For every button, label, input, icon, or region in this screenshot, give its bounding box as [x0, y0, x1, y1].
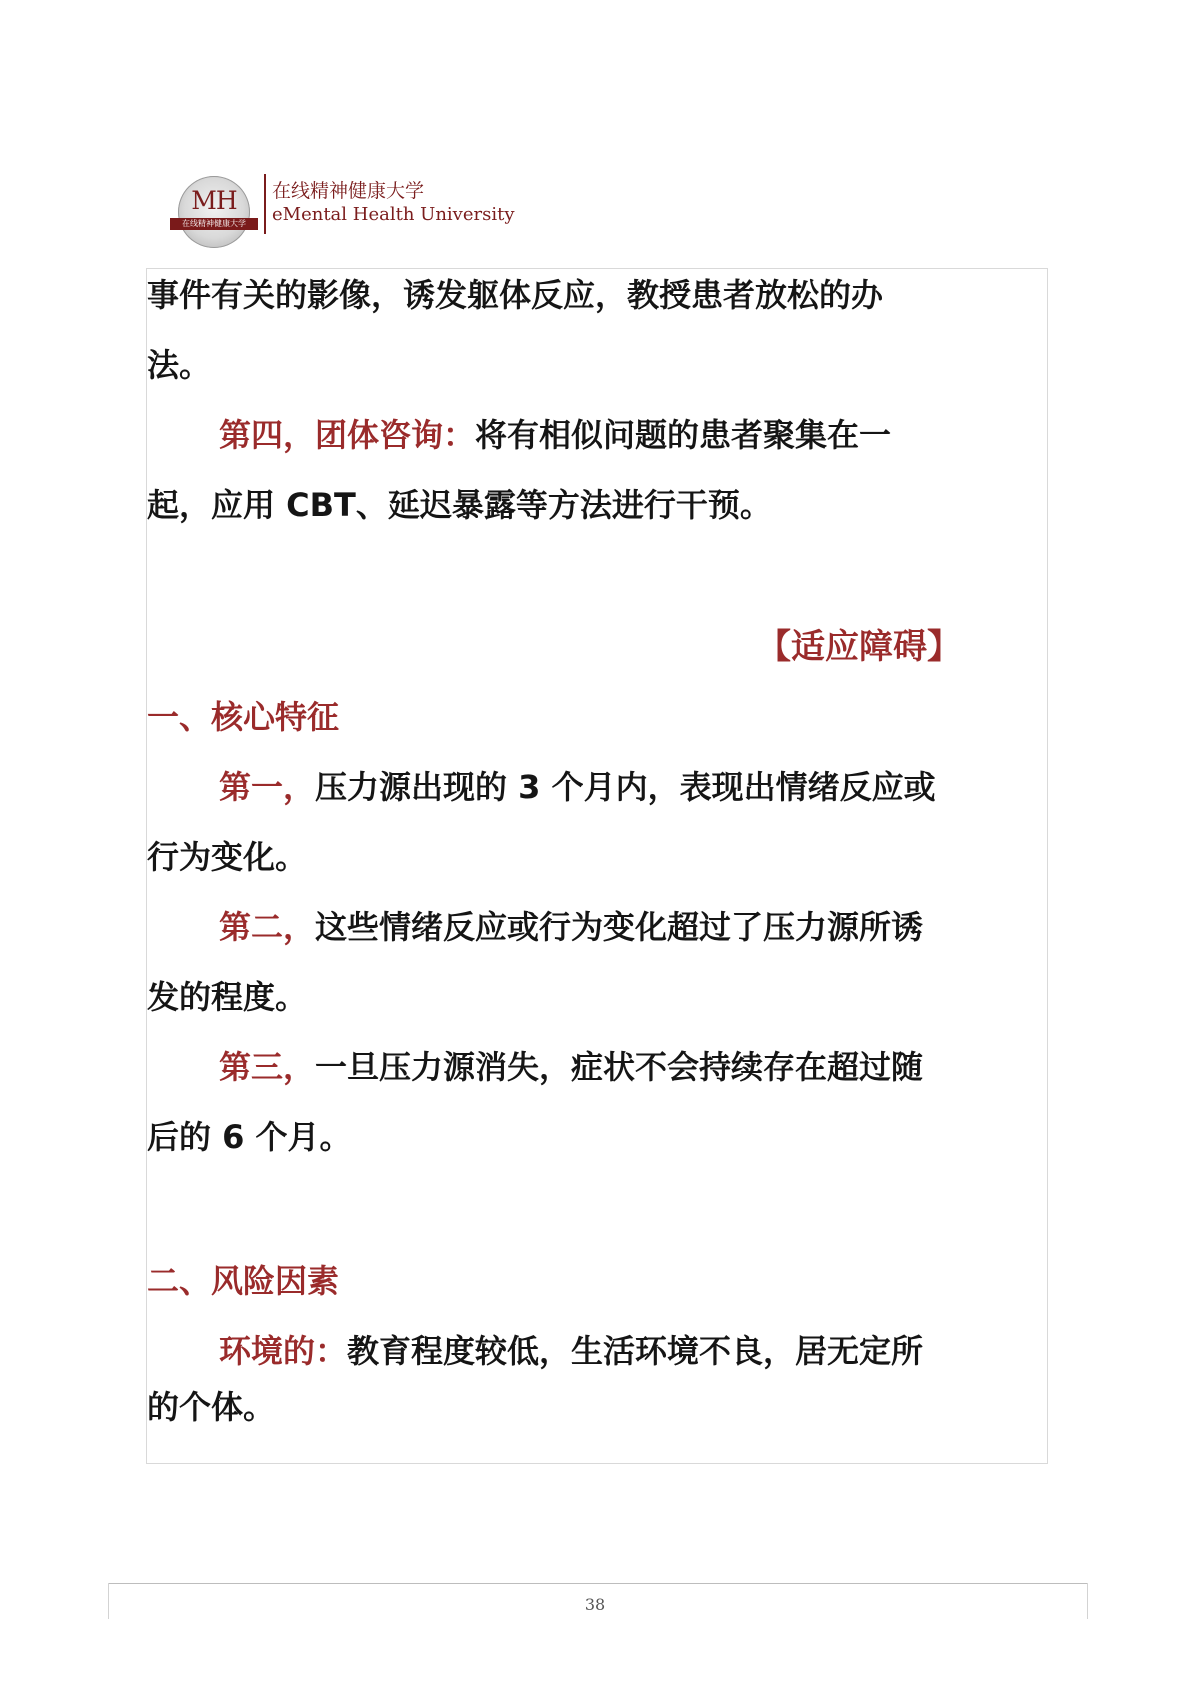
item-text: 一旦压力源消失，症状不会持续存在超过随	[315, 1048, 924, 1086]
heading-risk-factors: 二、风险因素	[147, 1262, 340, 1300]
header-logo	[168, 172, 515, 252]
paragraph-line: 事件有关的影像，诱发躯体反应，教授患者放松的办	[147, 276, 884, 314]
paragraph-line: 起，应用 CBT、延迟暴露等方法进行干预。	[147, 486, 772, 524]
logo-divider	[264, 174, 266, 234]
logo-english-name: eMental Health University	[272, 204, 515, 225]
paragraph-line: 后的 6 个月。	[147, 1118, 352, 1156]
item-label: 第四，团体咨询：	[219, 416, 476, 454]
paragraph-line: 发的程度。	[147, 978, 308, 1016]
item-text: 这些情绪反应或行为变化超过了压力源所诱	[315, 908, 924, 946]
paragraph-group-counseling	[219, 415, 891, 455]
item-text: 将有相似问题的患者聚集在一	[475, 416, 892, 454]
list-item	[219, 767, 936, 807]
item-label: 环境的：	[219, 1332, 348, 1370]
item-label: 第三，	[219, 1048, 316, 1086]
content-frame	[146, 268, 1048, 1464]
logo-ribbon: 在线精神健康大学	[170, 218, 258, 230]
logo-seal-icon	[178, 176, 250, 248]
list-item	[219, 1047, 923, 1087]
item-label: 第二，	[219, 908, 316, 946]
list-item	[219, 1331, 923, 1371]
heading-core-features: 一、核心特征	[147, 698, 340, 736]
logo-chinese-name: 在线精神健康大学	[272, 180, 425, 202]
section-title: 【适应障碍】	[757, 627, 961, 667]
logo-monogram: MH	[191, 186, 237, 215]
item-text: 教育程度较低，生活环境不良，居无定所	[347, 1332, 924, 1370]
paragraph-line: 法。	[147, 346, 212, 384]
paragraph-line: 行为变化。	[147, 838, 308, 876]
item-text: 压力源出现的 3 个月内，表现出情绪反应或	[315, 768, 936, 806]
item-label: 第一，	[219, 768, 316, 806]
paragraph-line: 的个体。	[147, 1388, 276, 1426]
list-item	[219, 907, 923, 947]
page-number: 38	[584, 1595, 606, 1614]
footer-divider	[108, 1583, 1088, 1584]
